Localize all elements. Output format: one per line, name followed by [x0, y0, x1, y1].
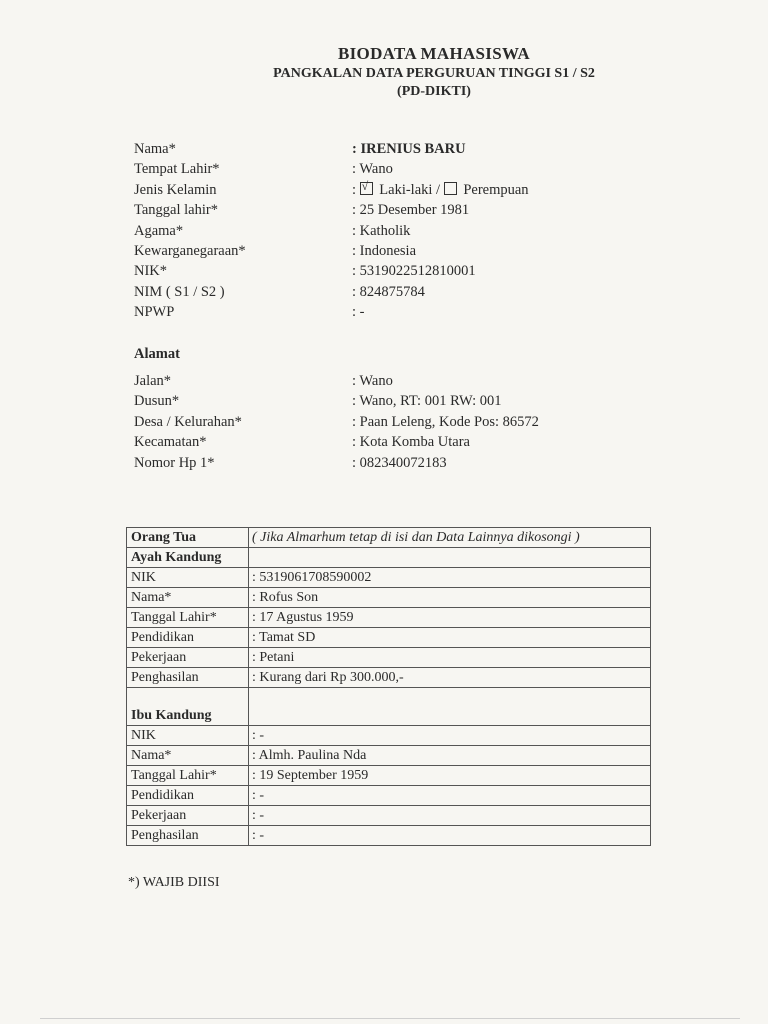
field-kewarganegaraan — [134, 241, 654, 261]
field-value: : Katholik — [352, 222, 411, 239]
table-cell-value: : 5319061708590002 — [249, 568, 651, 588]
table-row — [127, 746, 651, 766]
field-label: Tempat Lahir* — [134, 161, 220, 178]
field-jenis-kelamin — [134, 180, 654, 200]
field-desa — [134, 412, 654, 432]
biodata-section — [134, 139, 654, 323]
table-cell-value: : - — [249, 806, 651, 826]
table-header-label: Orang Tua — [127, 528, 249, 548]
document-header — [0, 44, 768, 100]
document-subtitle-2: (PD-DIKTI) — [397, 84, 471, 99]
gender-prefix: : — [352, 181, 357, 198]
table-cell-label: Nama* — [127, 746, 249, 766]
address-section — [134, 371, 654, 473]
table-row — [127, 688, 651, 726]
table-cell-value: : Petani — [249, 648, 651, 668]
table-cell-value: : Almh. Paulina Nda — [249, 746, 651, 766]
table-cell-value: : Tamat SD — [249, 628, 651, 648]
table-row — [127, 548, 651, 568]
field-value: : Wano, RT: 001 RW: 001 — [352, 393, 502, 410]
field-label: Nama* — [134, 141, 176, 157]
field-value: : Paan Leleng, Kode Pos: 86572 — [352, 413, 539, 430]
address-title: Alamat — [134, 346, 180, 362]
field-label: Tanggal lahir* — [134, 202, 218, 219]
table-cell-label: Pendidikan — [127, 786, 249, 806]
table-cell-label: Penghasilan — [127, 668, 249, 688]
table-row — [127, 726, 651, 746]
field-value: : Kota Komba Utara — [352, 434, 470, 451]
parents-table — [126, 527, 651, 846]
field-value: : 824875784 — [352, 283, 425, 300]
table-row — [127, 628, 651, 648]
field-value: : 25 Desember 1981 — [352, 202, 470, 219]
field-value: : Wano — [352, 161, 393, 178]
field-label: Desa / Kelurahan* — [134, 413, 242, 430]
table-row — [127, 648, 651, 668]
table-row — [127, 608, 651, 628]
checkbox-perempuan — [444, 182, 457, 195]
table-row — [127, 668, 651, 688]
table-cell-value: : 17 Agustus 1959 — [249, 608, 651, 628]
field-label: Kewarganegaraan* — [134, 242, 246, 259]
field-value: : Wano — [352, 373, 393, 389]
table-cell-value: : - — [249, 786, 651, 806]
table-cell-empty — [249, 688, 651, 726]
father-section-title: Ayah Kandung — [127, 548, 249, 568]
field-kecamatan — [134, 432, 654, 452]
table-cell-value: : Kurang dari Rp 300.000,- — [249, 668, 651, 688]
table-row — [127, 766, 651, 786]
table-cell-label: NIK — [127, 726, 249, 746]
table-cell-label: Tanggal Lahir* — [127, 608, 249, 628]
field-label: NPWP — [134, 304, 175, 321]
field-value: : IRENIUS BARU — [352, 141, 466, 157]
field-tanggal-lahir — [134, 200, 654, 220]
gender-option-perempuan: Perempuan — [463, 181, 529, 198]
field-value: : 082340072183 — [352, 454, 447, 471]
field-label: Jenis Kelamin — [134, 181, 217, 198]
table-cell-empty — [249, 548, 651, 568]
field-nomor-hp — [134, 453, 654, 473]
field-nim — [134, 282, 654, 302]
table-cell-label: Nama* — [127, 588, 249, 608]
table-row — [127, 588, 651, 608]
field-label: Agama* — [134, 222, 184, 239]
gender-options — [352, 180, 529, 200]
check-mark-icon: √ — [361, 178, 369, 193]
field-label: Nomor Hp 1* — [134, 454, 215, 471]
table-cell-value: : 19 September 1959 — [249, 766, 651, 786]
table-cell-label: Pendidikan — [127, 628, 249, 648]
field-dusun — [134, 391, 654, 411]
field-jalan — [134, 371, 654, 391]
table-cell-label: Tanggal Lahir* — [127, 766, 249, 786]
table-cell-label: Pekerjaan — [127, 648, 249, 668]
field-value: : 5319022512810001 — [352, 263, 476, 280]
field-value: : - — [352, 304, 365, 321]
field-label: NIK* — [134, 263, 168, 280]
field-agama — [134, 221, 654, 241]
table-row — [127, 568, 651, 588]
field-nama — [134, 139, 654, 159]
mother-section-title: Ibu Kandung — [127, 688, 249, 726]
table-header-row — [127, 528, 651, 548]
field-value: : Indonesia — [352, 242, 417, 259]
table-cell-value: : - — [249, 826, 651, 846]
field-nik — [134, 261, 654, 281]
gender-option-laki-laki: Laki-laki / — [379, 181, 441, 198]
field-npwp — [134, 302, 654, 322]
table-cell-label: NIK — [127, 568, 249, 588]
table-cell-label: Penghasilan — [127, 826, 249, 846]
table-cell-label: Pekerjaan — [127, 806, 249, 826]
scan-edge-divider — [40, 1018, 740, 1019]
field-tempat-lahir — [134, 159, 654, 179]
table-row — [127, 806, 651, 826]
table-header-note: ( Jika Almarhum tetap di isi dan Data Lainnya dikosongi ) — [249, 528, 651, 548]
footnote: *) WAJIB DIISI — [128, 875, 220, 890]
field-label: Jalan* — [134, 373, 172, 389]
field-label: NIM ( S1 / S2 ) — [134, 283, 225, 300]
field-label: Dusun* — [134, 393, 180, 410]
table-cell-value: : Rofus Son — [249, 588, 651, 608]
table-cell-value: : - — [249, 726, 651, 746]
table-row — [127, 786, 651, 806]
document-subtitle: PANGKALAN DATA PERGURUAN TINGGI S1 / S2 — [273, 66, 595, 81]
table-row — [127, 826, 651, 846]
field-label: Kecamatan* — [134, 434, 207, 451]
document-title: BIODATA MAHASISWA — [338, 44, 530, 63]
checkbox-laki-laki — [360, 178, 373, 195]
